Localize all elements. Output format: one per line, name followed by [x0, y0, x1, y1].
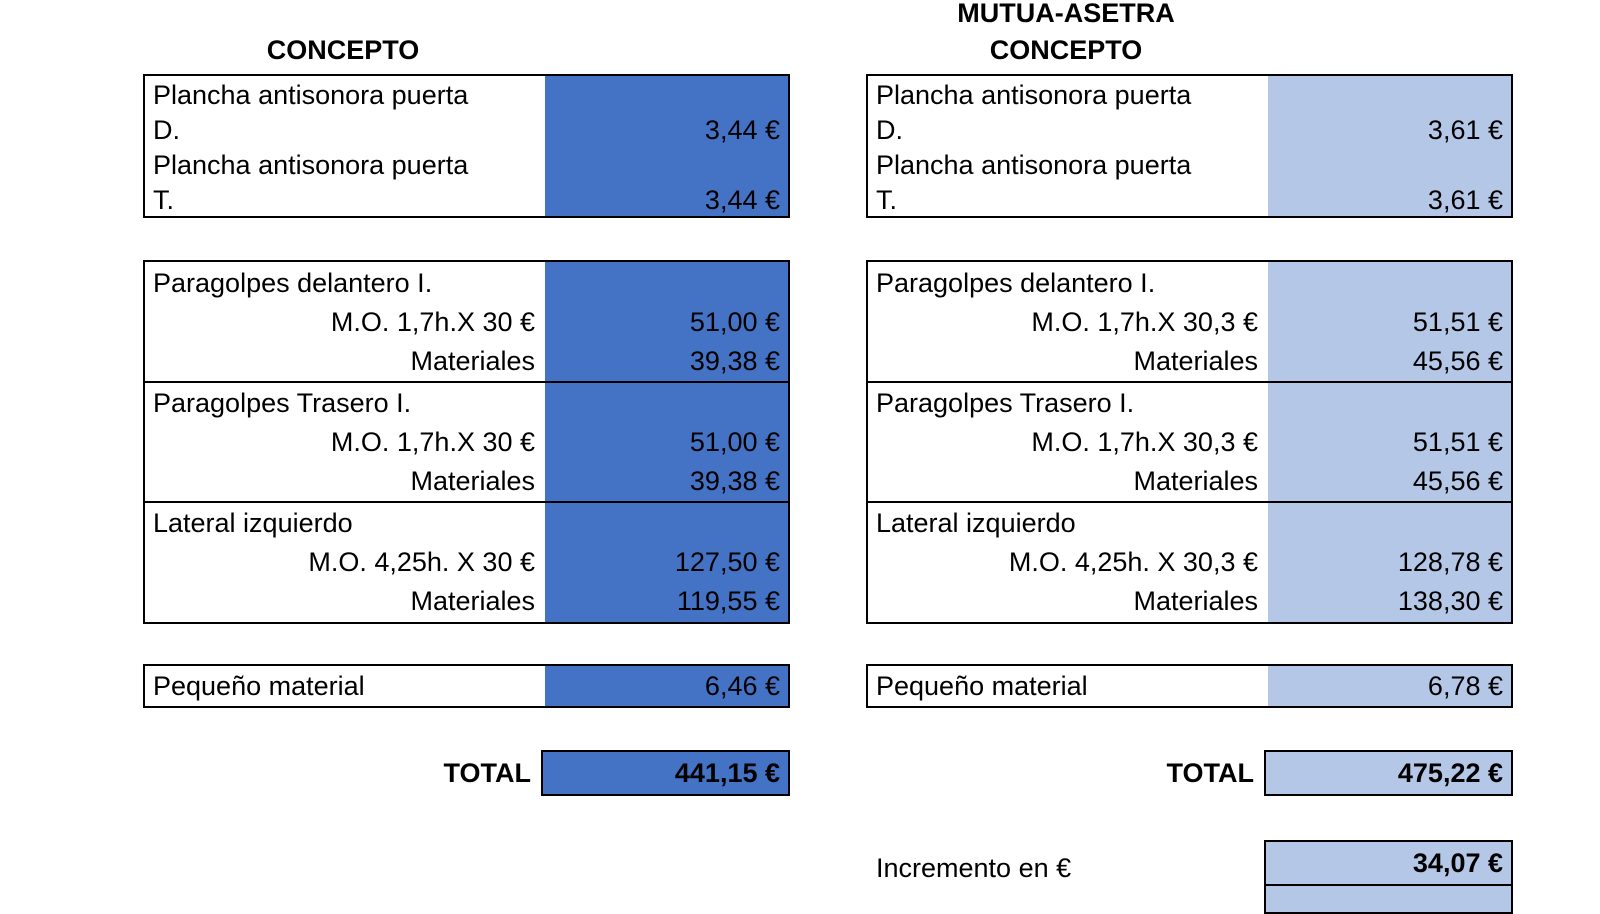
right-paragolpes-tra-mo-label: M.O. 1,7h.X 30,3 €	[1031, 427, 1258, 457]
right-paragolpes-del-mo-label: M.O. 1,7h.X 30,3 €	[1031, 307, 1258, 337]
left-lateral-mat-value: 119,55 €	[676, 586, 780, 616]
next-row-box-partial	[1264, 884, 1513, 914]
right-lateral-mat-label: Materiales	[1133, 586, 1258, 616]
right-paragolpes-tra-mat-label: Materiales	[1133, 466, 1258, 496]
right-puerta-d-label-2: D.	[876, 115, 903, 145]
right-paragolpes-tra-mo-value: 51,51 €	[1412, 427, 1503, 457]
incremento-box	[1264, 840, 1513, 886]
left-paragolpes-tra-mo-value: 51,00 €	[689, 427, 780, 457]
left-puerta-d-value: 3,44 €	[704, 115, 780, 145]
right-puertas-box	[866, 74, 1513, 218]
left-puerta-d-label-2: D.	[153, 115, 180, 145]
left-pequeno-label: Pequeño material	[153, 671, 365, 701]
right-puerta-d-value: 3,61 €	[1427, 115, 1503, 145]
left-paragolpes-tra-mo-label: M.O. 1,7h.X 30 €	[330, 427, 535, 457]
left-puerta-t-label-2: T.	[153, 185, 175, 215]
right-lateral-mo-label: M.O. 4,25h. X 30,3 €	[1008, 547, 1258, 577]
left-total-label: TOTAL	[443, 758, 531, 788]
right-lateral-title: Lateral izquierdo	[876, 508, 1076, 538]
right-header-line2: CONCEPTO	[989, 35, 1143, 65]
left-paragolpes-tra-mat-label: Materiales	[410, 466, 535, 496]
left-lateral-mo-label: M.O. 4,25h. X 30 €	[308, 547, 535, 577]
left-puerta-d-label-1: Plancha antisonora puerta	[153, 80, 469, 110]
right-paragolpes-tra-mat-value: 45,56 €	[1412, 466, 1503, 496]
right-paragolpes-del-mat-value: 45,56 €	[1412, 346, 1503, 376]
right-total-label: TOTAL	[1166, 758, 1254, 788]
left-paragolpes-tra-title: Paragolpes Trasero I.	[153, 388, 412, 418]
left-header: CONCEPTO	[266, 35, 420, 65]
row-separator	[145, 381, 788, 383]
left-paragolpes-del-mo-label: M.O. 1,7h.X 30 €	[330, 307, 535, 337]
left-paragolpes-del-title: Paragolpes delantero I.	[153, 268, 433, 298]
left-puerta-t-label-1: Plancha antisonora puerta	[153, 150, 469, 180]
left-repairs-box	[143, 260, 790, 624]
right-header-line1: MUTUA-ASETRA	[957, 0, 1175, 28]
right-paragolpes-del-mat-label: Materiales	[1133, 346, 1258, 376]
right-puerta-d-label-1: Plancha antisonora puerta	[876, 80, 1192, 110]
left-paragolpes-del-mo-value: 51,00 €	[689, 307, 780, 337]
right-lateral-mo-value: 128,78 €	[1397, 547, 1503, 577]
left-lateral-title: Lateral izquierdo	[153, 508, 353, 538]
left-puertas-box	[143, 74, 790, 218]
right-paragolpes-tra-title: Paragolpes Trasero I.	[876, 388, 1135, 418]
right-puerta-t-label-2: T.	[876, 185, 898, 215]
incremento-label: Incremento en €	[876, 853, 1072, 883]
left-pequeno-value: 6,46 €	[704, 671, 780, 701]
incremento-value: 34,07 €	[1412, 848, 1503, 878]
right-repairs-box	[866, 260, 1513, 624]
right-pequeno-value: 6,78 €	[1427, 671, 1503, 701]
left-lateral-mo-value: 127,50 €	[674, 547, 780, 577]
left-paragolpes-tra-mat-value: 39,38 €	[689, 466, 780, 496]
left-paragolpes-del-mat-label: Materiales	[410, 346, 535, 376]
left-pequeno-box	[143, 664, 790, 708]
left-total-box	[541, 750, 790, 796]
right-pequeno-label: Pequeño material	[876, 671, 1088, 701]
left-paragolpes-del-mat-value: 39,38 €	[689, 346, 780, 376]
right-pequeno-box	[866, 664, 1513, 708]
right-total-value: 475,22 €	[1397, 758, 1503, 788]
row-separator	[868, 501, 1511, 503]
right-paragolpes-del-title: Paragolpes delantero I.	[876, 268, 1156, 298]
left-lateral-mat-label: Materiales	[410, 586, 535, 616]
right-total-box	[1264, 750, 1513, 796]
left-puerta-t-value: 3,44 €	[704, 185, 780, 215]
row-separator	[145, 501, 788, 503]
right-lateral-mat-value: 138,30 €	[1397, 586, 1503, 616]
row-separator	[868, 381, 1511, 383]
right-paragolpes-del-mo-value: 51,51 €	[1412, 307, 1503, 337]
left-total-value: 441,15 €	[674, 758, 780, 788]
right-puerta-t-value: 3,61 €	[1427, 185, 1503, 215]
right-puerta-t-label-1: Plancha antisonora puerta	[876, 150, 1192, 180]
